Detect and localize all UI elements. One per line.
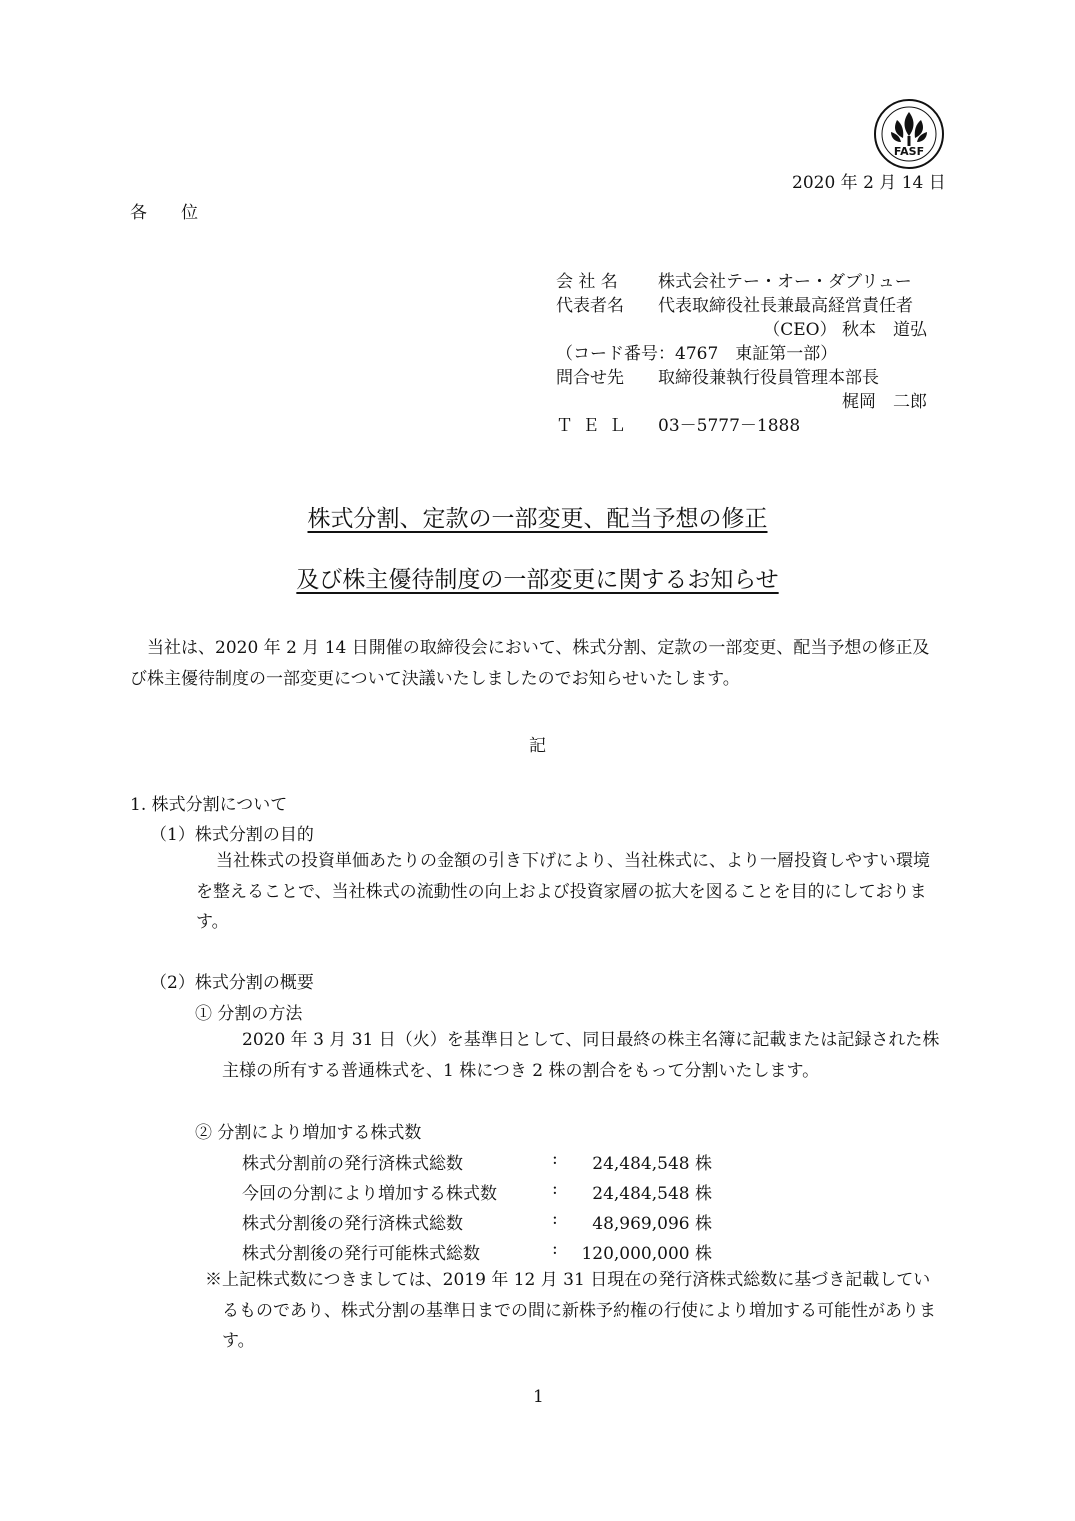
share-row-colon: : — [552, 1209, 558, 1229]
contact-name: 梶岡 二郎 — [842, 392, 927, 412]
intro-paragraph: 当社は、2020 年 2 月 14 日開催の取締役会において、株式分割、定款の一部変更、配当予想の修正及び株主優待制度の一部変更について決議いたしましたのでお知らせいたします。 — [130, 638, 930, 689]
share-row-value: 24,484,548 株 — [592, 1154, 712, 1174]
share-row-value: 120,000,000 株 — [581, 1244, 712, 1264]
tel-number: 03－5777－1888 — [658, 416, 801, 436]
method-heading: ① 分割の方法 — [195, 1004, 303, 1024]
share-row-label: 株式分割後の発行済株式総数 — [242, 1214, 463, 1234]
contact-label: 問合せ先 — [556, 368, 624, 388]
title-line-2: 及び株主優待制度の一部変更に関するお知らせ — [296, 567, 779, 593]
document-date: 2020 年 2 月 14 日 — [792, 173, 946, 193]
share-row-label: 株式分割後の発行可能株式総数 — [242, 1244, 480, 1264]
representative-label: 代表者名 — [556, 296, 624, 316]
addressee: 各 位 — [130, 203, 198, 223]
overview-heading: （2）株式分割の概要 — [150, 973, 314, 993]
increase-heading: ② 分割により増加する株式数 — [195, 1123, 422, 1143]
share-row-colon: : — [552, 1239, 558, 1259]
ki-marker: 記 — [529, 736, 546, 756]
share-row-value: 48,969,096 株 — [592, 1214, 712, 1234]
share-row — [242, 1149, 712, 1179]
title-line-1: 株式分割、定款の一部変更、配当予想の修正 — [307, 506, 768, 532]
share-row — [242, 1209, 712, 1239]
company-name-label: 会 社 名 — [556, 272, 618, 292]
page-number: 1 — [533, 1387, 544, 1407]
contact-title: 取締役兼執行役員管理本部長 — [658, 368, 879, 388]
share-row-colon: : — [552, 1179, 558, 1199]
share-row-label: 今回の分割により増加する株式数 — [242, 1184, 497, 1204]
company-name: 株式会社テー・オー・ダブリュー — [658, 272, 912, 292]
shares-note: ※上記株式数につきましては、2019 年 12 月 31 日現在の発行済株式総数に基づき記載しているものであり、株式分割の基準日までの間に新株予約権の行使により増加する可能性があります。 — [205, 1270, 936, 1351]
representative-name: （CEO） 秋本 道弘 — [763, 320, 927, 340]
fasf-seal-icon — [873, 98, 945, 170]
tel-label: Ｔ Ｅ Ｌ — [556, 416, 628, 436]
stock-code: （コード番号：4767 東証第一部） — [556, 344, 838, 364]
representative-title: 代表取締役社長兼最高経営責任者 — [658, 296, 913, 316]
share-row-colon: : — [552, 1149, 558, 1169]
purpose-text: 当社株式の投資単価あたりの金額の引き下げにより、当社株式に、より一層投資しやすい環境を整えることで、当社株式の流動性の向上および投資家層の拡大を図ることを目的にしております。 — [196, 851, 930, 932]
logo-text: FASF — [893, 145, 925, 158]
purpose-heading: （1）株式分割の目的 — [150, 825, 314, 845]
method-text: 2020 年 3 月 31 日（火）を基準日として、同日最終の株主名簿に記載または記録された株主様の所有する普通株式を、1 株につき 2 株の割合をもって分割いたします。 — [222, 1030, 940, 1081]
share-row — [242, 1179, 712, 1209]
share-row-value: 24,484,548 株 — [592, 1184, 712, 1204]
share-row-label: 株式分割前の発行済株式総数 — [242, 1154, 463, 1174]
section-1-heading: 1. 株式分割について — [130, 795, 288, 815]
